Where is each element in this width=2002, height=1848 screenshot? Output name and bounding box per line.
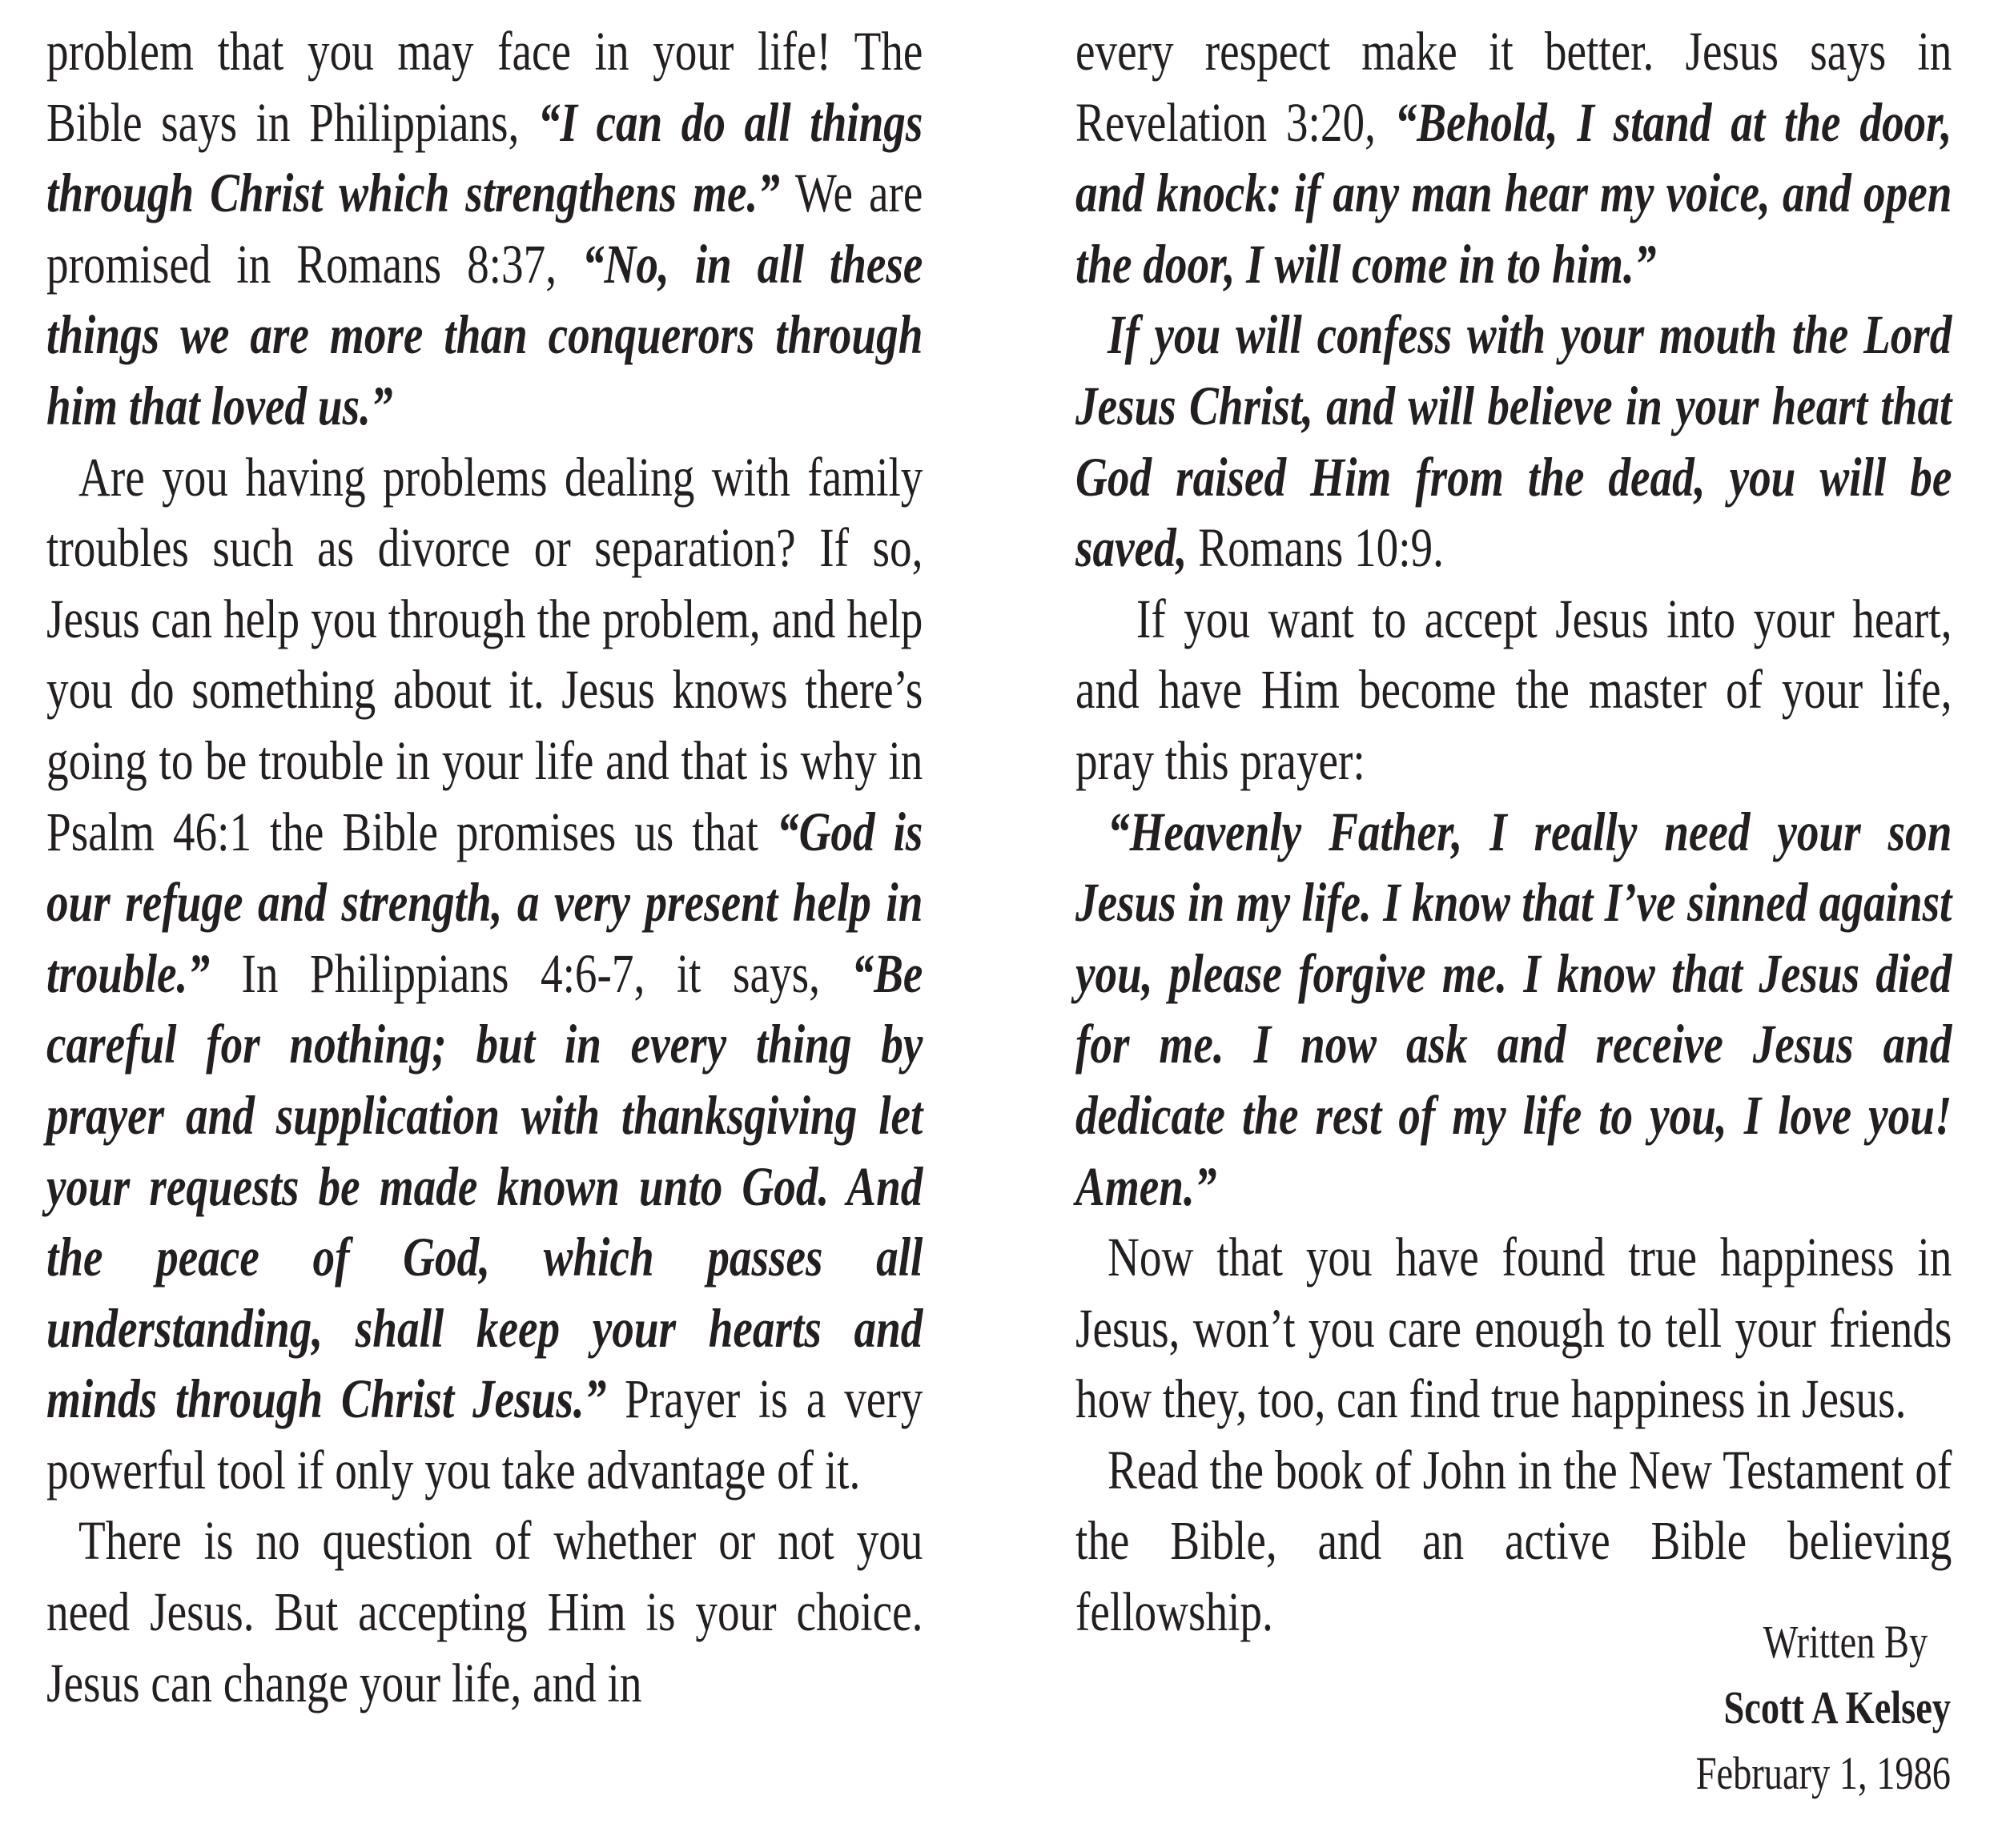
- left-paragraph-1: [46, 16, 923, 442]
- text-run: We are promised in Romans 8:37,: [46, 163, 923, 295]
- scripture-quote: “Behold, I stand at the door, and knock: if any man hear my voice, and open the door, I will come in to him.”: [1075, 91, 1952, 295]
- prayer-paragraph: [1075, 797, 1952, 1223]
- right-paragraph-2: [1075, 299, 1952, 583]
- text-run: Now that you have found true happiness in Jesus, won’t you care enough to tell your friends how they, too, can find true happiness in Jesus.: [1075, 1227, 1952, 1430]
- signature-block: [1502, 1609, 1951, 1806]
- written-by-label: Written By: [1763, 1616, 1928, 1668]
- scripture-quote: “No, in all these things we are more than conquerors through him that loved us.”: [46, 233, 923, 436]
- text-run: every respect make it better. Jesus says in Revelation 3:20,: [1075, 21, 1952, 153]
- scripture-quote: “Be careful for nothing; but in every thing by prayer and supplication with thanksgiving let your requests be made known unto God. And the peace of God, which passes all understanding, shall keep your hearts and minds through Christ Jesus.”: [46, 942, 923, 1430]
- text-run: problem that you may face in your life! The Bible says in Philippians,: [46, 21, 923, 153]
- text-run: Prayer is a very powerful tool if only you take advantage of it.: [46, 1368, 923, 1500]
- right-paragraph-5: [1075, 1222, 1952, 1435]
- left-paragraph-2: [46, 442, 923, 1506]
- author-name: Scott A Kelsey: [1723, 1681, 1951, 1734]
- scripture-quote: If you will confess with your mouth the Lord Jesus Christ, and will believe in your heart that God raised Him from the dead, you will be saved,: [1075, 304, 1952, 579]
- text-run: Are you having problems dealing with family troubles such as divorce or separation? If so, Jesus can help you through the problem, and help you do something about it. Jesus knows there’s going to be trouble in your life and that is why in Psalm 46:1 the Bible promises us that: [46, 446, 923, 862]
- right-paragraph-3: [1075, 584, 1952, 797]
- signature-date: February 1, 1986: [1695, 1747, 1951, 1799]
- left-column: [46, 16, 923, 1718]
- left-paragraph-3: [46, 1505, 923, 1718]
- scripture-quote: “I can do all things through Christ which strengthens me.”: [46, 91, 923, 224]
- text-run: There is no question of whether or not you need Jesus. But accepting Him is your choice. Jesus can change your life, and in: [46, 1510, 923, 1713]
- text-run: Romans 10:9.: [1187, 517, 1444, 579]
- right-paragraph-1: [1075, 16, 1952, 299]
- text-run: If you want to accept Jesus into your heart, and have Him become the master of your life, pray this prayer:: [1075, 588, 1952, 791]
- text-run: In Philippians 4:6-7, it says,: [209, 942, 852, 1004]
- scripture-quote: “God is our refuge and strength, a very present help in trouble.”: [46, 801, 923, 1004]
- text-run: Read the book of John in the New Testament of the Bible, and an active Bible believing fellowship.: [1075, 1439, 1952, 1643]
- prayer-quote: “Heavenly Father, I really need your son Jesus in my life. I know that I’ve sinned against you, please forgive me. I know that Jesus died for me. I now ask and receive Jesus and dedicate the rest of my life to you, I love you! Amen.”: [1075, 801, 1952, 1217]
